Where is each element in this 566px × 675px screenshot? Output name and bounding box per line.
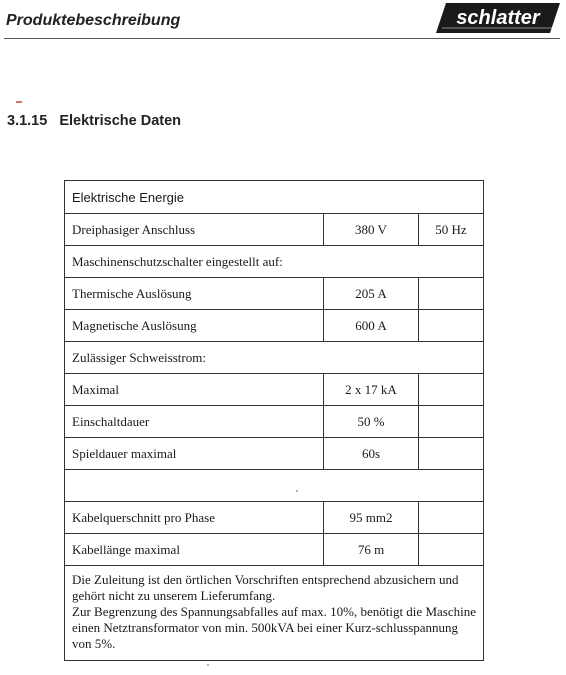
table-row [65, 373, 483, 405]
logo-text: schlatter [456, 7, 540, 29]
schlatter-logo [436, 3, 560, 33]
row-value: 60s [324, 438, 419, 469]
row-extra [419, 534, 483, 565]
electrical-data-table [64, 180, 484, 661]
margin-mark [16, 101, 22, 103]
row-value: 95 mm2 [324, 502, 419, 533]
table-row [65, 277, 483, 309]
note-paragraph: Die Zuleitung ist den örtlichen Vorschriften entsprechend abzusichern und gehört nicht zu unserem Lieferumfang. [72, 572, 459, 603]
row-label: Spieldauer maximal [65, 438, 324, 469]
row-value: 76 m [324, 534, 419, 565]
row-extra [419, 438, 483, 469]
table-title-row [65, 181, 483, 213]
document-header-title: Produktebeschreibung [6, 12, 181, 29]
row-label: Maschinenschutzschalter eingestellt auf: [72, 253, 283, 269]
row-extra [419, 310, 483, 341]
table-row [65, 533, 483, 565]
table-row [65, 213, 483, 245]
row-label: Zulässiger Schweisstrom: [72, 349, 206, 365]
row-label: Kabelquerschnitt pro Phase [65, 502, 324, 533]
row-value: 380 V [324, 214, 419, 245]
header-rule [4, 38, 560, 39]
table-note [65, 565, 483, 660]
row-label [65, 470, 483, 501]
section-title: Elektrische Daten [59, 113, 182, 129]
row-extra [419, 374, 483, 405]
row-extra: 50 Hz [435, 221, 467, 237]
row-extra [419, 278, 483, 309]
row-label: Kabellänge maximal [65, 534, 324, 565]
row-extra [419, 502, 483, 533]
table-row [65, 437, 483, 469]
row-value: 600 A [324, 310, 419, 341]
row-label: Magnetische Auslösung [65, 310, 324, 341]
scan-speck [296, 490, 298, 492]
row-label: Maximal [65, 374, 324, 405]
row-label: Dreiphasiger Anschluss [65, 214, 324, 245]
row-label: Einschaltdauer [65, 406, 324, 437]
table-subheader-row [65, 341, 483, 373]
table-subheader-row [65, 245, 483, 277]
table-row [65, 309, 483, 341]
section-heading [7, 113, 181, 129]
logo-graphic [436, 3, 560, 33]
row-label: Thermische Auslösung [65, 278, 324, 309]
note-paragraph: Zur Begrenzung des Spannungsabfalles auf max. 10%, benötigt die Maschine einen Netztransformator von min. 500kVA bei einer Kurz-schlusspannung von 5%. [72, 604, 476, 651]
table-row [65, 405, 483, 437]
row-value: 2 x 17 kA [324, 374, 419, 405]
row-value: 205 A [324, 278, 419, 309]
table-title: Elektrische Energie [72, 189, 184, 205]
row-value: 50 % [324, 406, 419, 437]
table-row [65, 501, 483, 533]
section-number: 3.1.15 [7, 113, 48, 129]
table-empty-row [65, 469, 483, 501]
row-extra [419, 406, 483, 437]
scan-speck [207, 664, 209, 666]
